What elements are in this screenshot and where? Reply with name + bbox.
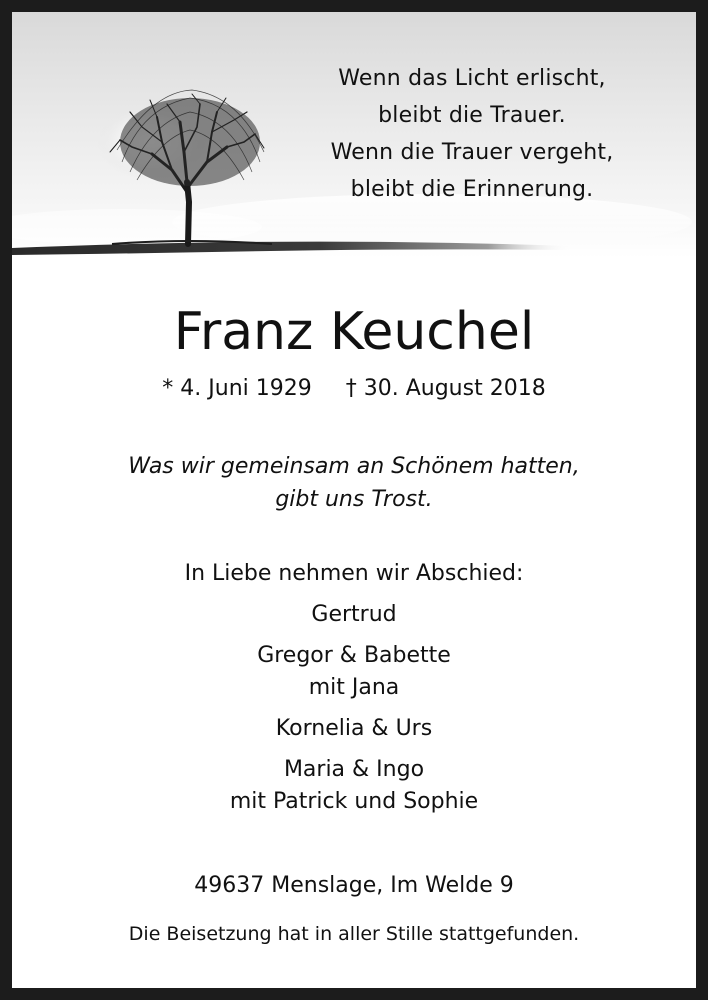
mourner-name: Gregor & Babette (257, 643, 451, 668)
consolation-quote (12, 450, 696, 516)
birth-date: * 4. Juni 1929 (162, 376, 312, 401)
quote-line: Was wir gemeinsam an Schönem hatten, (128, 454, 580, 479)
mourner-name: mit Patrick und Sophie (229, 789, 479, 814)
burial-note: Die Beisetzung hat in aller Stille stattgefunden. (128, 923, 580, 945)
motto-line: Wenn das Licht erlischt, (338, 66, 606, 91)
header-image (12, 12, 696, 258)
motto-verse (302, 60, 642, 208)
mourner-group (12, 599, 696, 631)
deceased-name: Franz Keuchel (173, 302, 535, 362)
mourners-intro: In Liebe nehmen wir Abschied: (184, 561, 524, 586)
mourner-group (12, 640, 696, 704)
quote-line: gibt uns Trost. (275, 487, 433, 512)
mourner-group (12, 713, 696, 745)
family-address: 49637 Menslage, Im Welde 9 (194, 873, 514, 898)
death-date: † 30. August 2018 (345, 376, 546, 401)
mourner-name: Kornelia & Urs (275, 716, 433, 741)
motto-line: Wenn die Trauer vergeht, (330, 140, 614, 165)
mourner-name: Maria & Ingo (283, 757, 425, 782)
life-dates (12, 374, 696, 404)
mourners-list (12, 558, 696, 818)
mourner-group (12, 754, 696, 818)
mourner-name: Gertrud (311, 602, 397, 627)
mourner-name: mit Jana (308, 675, 400, 700)
motto-line: bleibt die Erinnerung. (350, 177, 594, 202)
motto-line: bleibt die Trauer. (378, 103, 566, 128)
